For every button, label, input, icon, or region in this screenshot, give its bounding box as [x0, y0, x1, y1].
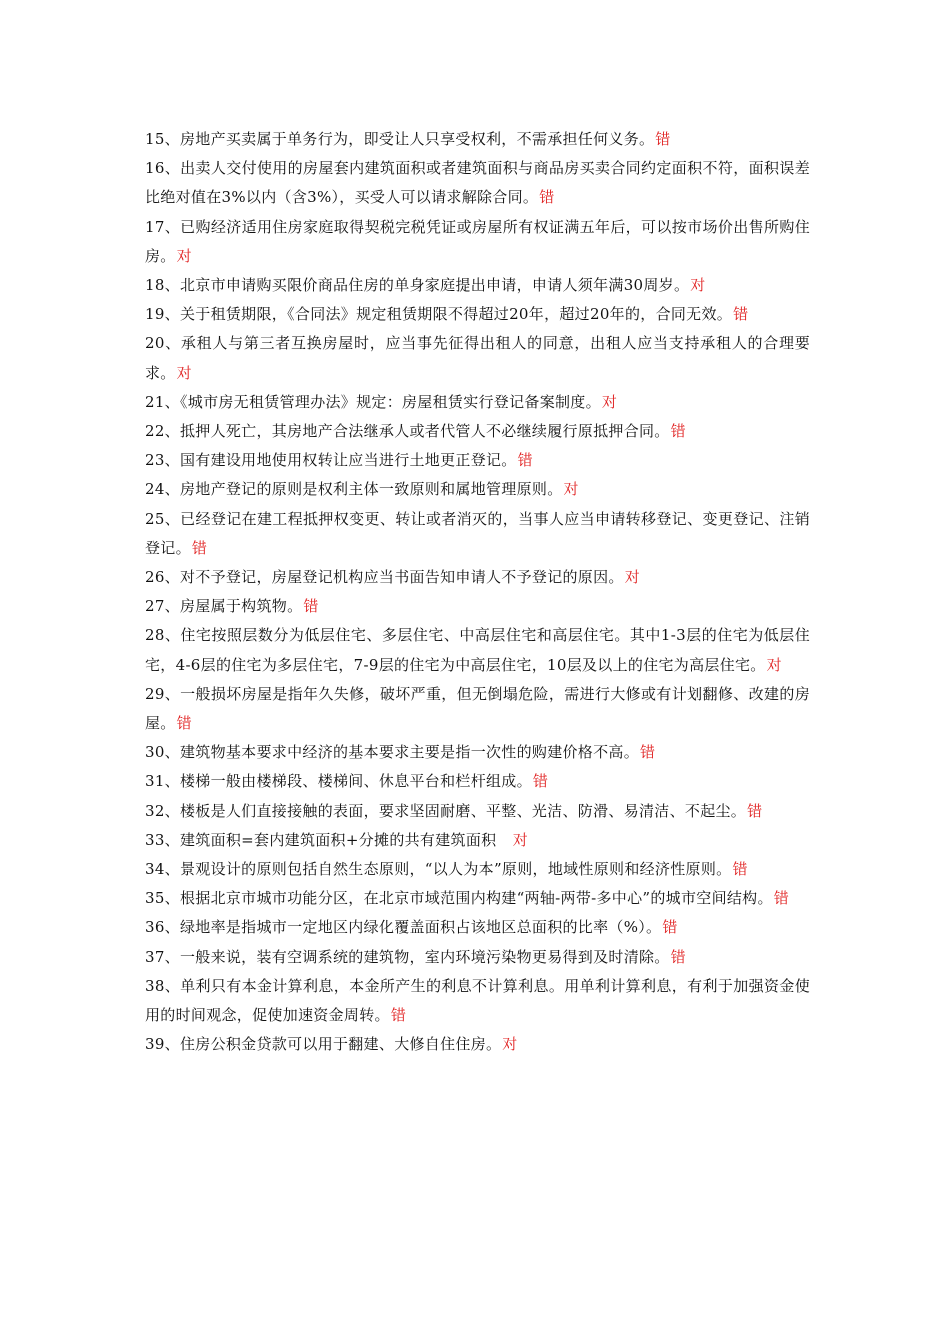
answer-mark: 对: [512, 830, 529, 849]
question-text: 24、房地产登记的原则是权利主体一致原则和属地管理原则。: [145, 480, 563, 499]
question-item-27: [145, 592, 810, 621]
answer-mark: 对: [502, 1035, 518, 1054]
question-item-15: [145, 125, 810, 154]
question-text: 28、住宅按照层数分为低层住宅、多层住宅、中高层住宅和高层住宅。其中1-3层的住宅为低层住宅，4-6层的住宅为多层住宅，7-9层的住宅为中高层住宅，10层及以上的住宅为高层住宅。: [145, 626, 810, 674]
question-item-34: [145, 855, 810, 884]
question-text: 23、国有建设用地使用权转让应当进行土地更正登记。: [145, 451, 517, 470]
question-item-32: [145, 797, 810, 826]
answer-mark: 对: [563, 480, 579, 499]
question-item-24: [145, 475, 810, 504]
answer-mark: 错: [747, 801, 763, 820]
answer-mark: 错: [640, 743, 656, 762]
answer-mark: 对: [766, 655, 782, 674]
answer-mark: 错: [662, 918, 678, 937]
answer-mark: 错: [532, 772, 549, 791]
answer-mark: 错: [303, 597, 319, 616]
question-text: 35、根据北京市城市功能分区，在北京市域范围内构建“两轴-两带-多中心”的城市空间结构。: [145, 889, 773, 908]
answer-mark: 对: [690, 276, 706, 295]
answer-mark: 错: [670, 947, 686, 966]
question-item-16: [145, 154, 810, 212]
question-item-21: [145, 388, 810, 417]
question-item-26: [145, 563, 810, 592]
question-text: 26、对不予登记，房屋登记机构应当书面告知申请人不予登记的原因。: [145, 568, 624, 587]
question-item-22: [145, 417, 810, 446]
question-text: 22、抵押人死亡，其房地产合法继承人或者代管人不必继续履行原抵押合同。: [145, 422, 670, 441]
question-text: 36、绿地率是指城市一定地区内绿化覆盖面积占该地区总面积的比率（%）。: [145, 918, 662, 937]
question-item-33: [145, 826, 810, 855]
answer-mark: 错: [539, 188, 555, 207]
question-text: 34、景观设计的原则包括自然生态原则，“以人为本”原则，地域性原则和经济性原则。: [145, 860, 732, 879]
answer-mark: 错: [191, 538, 208, 557]
answer-mark: 错: [670, 422, 686, 441]
question-text: 31、楼梯一般由楼梯段、楼梯间、休息平台和栏杆组成。: [145, 772, 532, 791]
question-text: 33、建筑面积=套内建筑面积+分摊的共有建筑面积: [145, 830, 512, 849]
question-text: 39、住房公积金贷款可以用于翻建、大修自住住房。: [145, 1035, 502, 1054]
question-item-35: [145, 884, 810, 913]
question-text: 16、出卖人交付使用的房屋套内建筑面积或者建筑面积与商品房买卖合同约定面积不符，面积误差比绝对值在3%以内（含3%），买受人可以请求解除合同。: [145, 159, 810, 207]
question-text: 29、一般损坏房屋是指年久失修，破坏严重，但无倒塌危险，需进行大修或有计划翻修、改建的房屋。: [145, 684, 810, 733]
question-item-38: [145, 972, 810, 1030]
question-item-29: [145, 680, 810, 738]
question-text: 38、单利只有本金计算利息，本金所产生的利息不计算利息。用单利计算利息，有利于加强资金使用的时间观念，促使加速资金周转。: [145, 976, 810, 1025]
answer-mark: 错: [390, 1006, 407, 1025]
question-item-25: [145, 505, 810, 563]
question-list: [145, 125, 810, 1060]
answer-mark: 错: [733, 305, 749, 324]
answer-mark: 对: [624, 568, 641, 587]
question-item-30: [145, 738, 810, 767]
question-text: 27、房屋属于构筑物。: [145, 597, 303, 616]
question-text: 19、关于租赁期限，《合同法》规定租赁期限不得超过20年，超过20年的，合同无效。: [145, 305, 733, 324]
question-item-23: [145, 446, 810, 475]
question-item-36: [145, 913, 810, 942]
answer-mark: 错: [176, 714, 192, 733]
question-text: 30、建筑物基本要求中经济的基本要求主要是指一次性的购建价格不高。: [145, 743, 639, 762]
question-text: 25、已经登记在建工程抵押权变更、转让或者消灭的，当事人应当申请转移登记、变更登记、注销登记。: [145, 509, 810, 557]
question-item-31: [145, 767, 810, 796]
question-text: 20、承租人与第三者互换房屋时，应当事先征得出租人的同意，出租人应当支持承租人的合理要求。: [145, 334, 810, 382]
question-item-20: [145, 329, 810, 387]
answer-mark: 错: [517, 451, 533, 470]
answer-mark: 错: [773, 889, 790, 908]
answer-mark: 错: [732, 860, 748, 879]
question-text: 17、已购经济适用住房家庭取得契税完税凭证或房屋所有权证满五年后，可以按市场价出售所购住房。: [145, 217, 810, 265]
question-text: 37、一般来说，装有空调系统的建筑物，室内环境污染物更易得到及时清除。: [145, 947, 670, 966]
question-item-19: [145, 300, 810, 329]
question-item-18: [145, 271, 810, 300]
question-item-37: [145, 943, 810, 972]
question-text: 21、《城市房无租赁管理办法》规定：房屋租赁实行登记备案制度。: [145, 392, 601, 411]
question-text: 32、楼板是人们直接接触的表面，要求坚固耐磨、平整、光洁、防滑、易清洁、不起尘。: [145, 801, 747, 820]
question-text: 15、房地产买卖属于单务行为，即受让人只享受权利，不需承担任何义务。: [145, 130, 655, 148]
answer-mark: 对: [601, 392, 618, 411]
question-item-39: [145, 1030, 810, 1059]
question-text: 18、北京市申请购买限价商品住房的单身家庭提出申请，申请人须年满30周岁。: [145, 276, 690, 295]
answer-mark: 对: [176, 363, 192, 382]
question-item-28: [145, 621, 810, 679]
answer-mark: 错: [655, 130, 671, 148]
answer-mark: 对: [176, 246, 192, 265]
question-item-17: [145, 213, 810, 271]
